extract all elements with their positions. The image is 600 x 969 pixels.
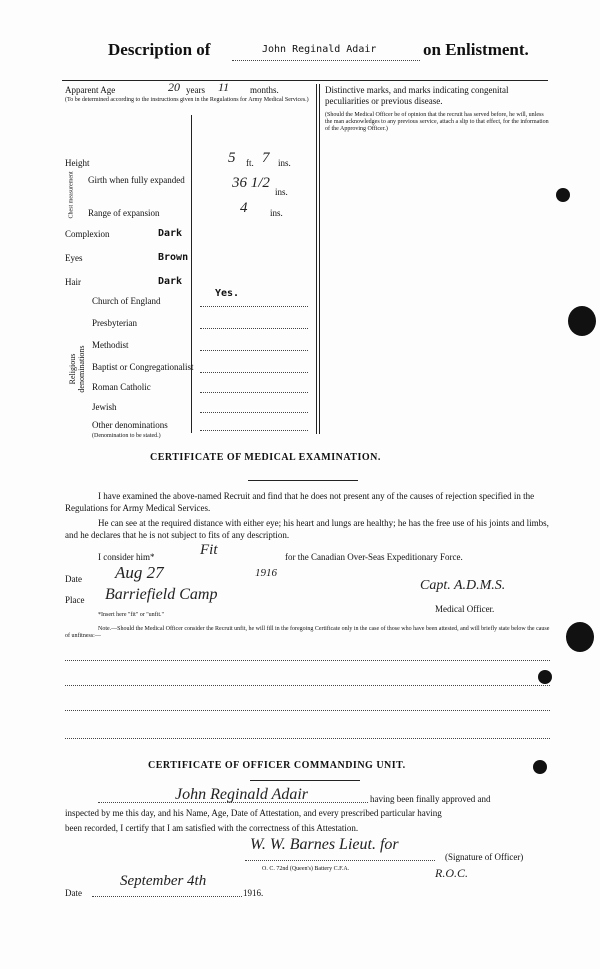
divider — [62, 80, 548, 81]
signature-label: (Signature of Officer) — [445, 852, 524, 862]
fill-line — [200, 392, 308, 393]
ft-label: ft. — [246, 158, 254, 168]
height-label: Height — [65, 158, 90, 168]
age-label: Apparent Age — [65, 85, 116, 95]
girth-unit: ins. — [275, 187, 288, 197]
title-suffix: on Enlistment. — [423, 40, 529, 59]
column-divider — [319, 84, 320, 434]
height-in: 7 — [262, 150, 270, 166]
girth-label: Girth when fully expanded — [88, 175, 185, 185]
range-unit: ins. — [270, 208, 283, 218]
title-rule — [248, 480, 358, 481]
chest-label: Chest measurement — [68, 171, 75, 219]
force-label: for the Canadian Over-Seas Expeditionary Force. — [285, 552, 463, 562]
punch-hole — [568, 306, 596, 336]
hair-label: Hair — [65, 277, 81, 287]
religion-value: Yes. — [215, 288, 240, 299]
medical-officer-label: Medical Officer. — [435, 604, 495, 614]
field-divider — [191, 115, 192, 433]
other-note: (Denomination to be stated.) — [92, 433, 161, 439]
fill-line — [200, 350, 308, 351]
fill-line — [200, 306, 308, 307]
complexion-value: Dark — [158, 228, 183, 239]
officer-year: 1916. — [243, 888, 264, 898]
eyes-label: Eyes — [65, 253, 83, 263]
punch-hole — [538, 670, 552, 684]
age-months: 11 — [218, 80, 230, 94]
punch-hole — [566, 622, 594, 652]
girth-value: 36 1/2 — [232, 175, 270, 191]
hair-value: Dark — [158, 276, 183, 287]
age-note: (To be determined according to the instructions given in the Regulations for Army Medical Services.) — [65, 97, 309, 103]
officer-text-1: having been finally approved and — [370, 794, 491, 804]
religion-label: Baptist or Congregationalist — [92, 362, 194, 372]
fitness-value: Fit — [200, 542, 218, 558]
years-label: years — [186, 85, 205, 95]
column-divider — [316, 84, 317, 434]
religion-label: Roman Catholic — [92, 382, 151, 392]
eyes-value: Brown — [158, 252, 189, 263]
exam-year: 1916 — [255, 567, 277, 579]
unfit-note: Note.—Should the Medical Officer consider the Recruit unfit, he will fill in the foregoing Certificate only in the case of those who have been attested, and will briefly state below the cause of unfitness:— — [65, 626, 550, 639]
date-label: Date — [65, 574, 82, 584]
religion-label: Religious denominations — [68, 345, 86, 393]
fill-line — [200, 412, 308, 413]
months-label: months. — [250, 85, 279, 95]
marks-label: Distinctive marks, and marks indicating congenital peculiarities or previous disease. — [325, 85, 509, 106]
exam-place: Barriefield Camp — [105, 586, 218, 603]
religion-label: Methodist — [92, 340, 129, 350]
title-rule — [250, 780, 360, 781]
complexion-label: Complexion — [65, 229, 110, 239]
religion-label: Other denominations — [92, 420, 168, 430]
officer-date: September 4th — [120, 873, 207, 889]
officer-signature: W. W. Barnes Lieut. for — [250, 836, 399, 853]
religion-label: Church of England — [92, 296, 161, 306]
medical-para-2: He can see at the required distance with either eye; his heart and lungs are healthy; he has the free use of his joints and limbs, and he declares that he is not subject to fits of any description. — [65, 518, 549, 540]
medical-title: CERTIFICATE OF MEDICAL EXAMINATION. — [150, 452, 381, 463]
consider-label: I consider him* — [98, 552, 155, 562]
range-label: Range of expansion — [88, 208, 160, 218]
punch-hole — [556, 188, 570, 202]
height-ft: 5 — [228, 150, 236, 166]
recruit-name: John Reginald Adair — [262, 44, 377, 55]
fill-line — [200, 372, 308, 373]
range-value: 4 — [240, 200, 248, 216]
medical-para-1: I have examined the above-named Recruit and find that he does not present any of the causes of rejection specified in the Regulations for Army Medical Services. — [65, 491, 535, 513]
punch-hole — [533, 760, 547, 774]
age-years: 20 — [168, 80, 180, 94]
fill-line — [200, 430, 308, 431]
officer-unit: O. C. 72nd (Queen's) Battery C.F.A. — [262, 866, 350, 872]
place-label: Place — [65, 595, 85, 605]
officer-text-3: been recorded, I certify that I am satisfied with the correctness of this Attestation. — [65, 823, 359, 833]
officer-recruit-name: John Reginald Adair — [175, 786, 309, 803]
marks-note: (Should the Medical Officer be of opinion that the recruit has served before, he will, unless the man acknowledges to any previous service, attach a slip to that effect, for the information of the Approving Officer.) — [325, 112, 549, 132]
officer-initials: R.O.C. — [435, 866, 468, 880]
officer-title: CERTIFICATE OF OFFICER COMMANDING UNIT. — [148, 760, 406, 771]
fill-line — [200, 328, 308, 329]
religion-label: Presbyterian — [92, 318, 137, 328]
exam-date: Aug 27 — [115, 563, 164, 582]
title-prefix: Description of — [108, 40, 211, 59]
ins-label: ins. — [278, 158, 291, 168]
insert-note: *Insert here "fit" or "unfit." — [98, 612, 164, 618]
medical-officer-signature: Capt. A.D.M.S. — [420, 578, 506, 593]
religion-label: Jewish — [92, 402, 117, 412]
officer-date-label: Date — [65, 888, 82, 898]
officer-text-2: inspected by me this day, and his Name, Age, Date of Attestation, and every prescribed particular having — [65, 808, 442, 818]
